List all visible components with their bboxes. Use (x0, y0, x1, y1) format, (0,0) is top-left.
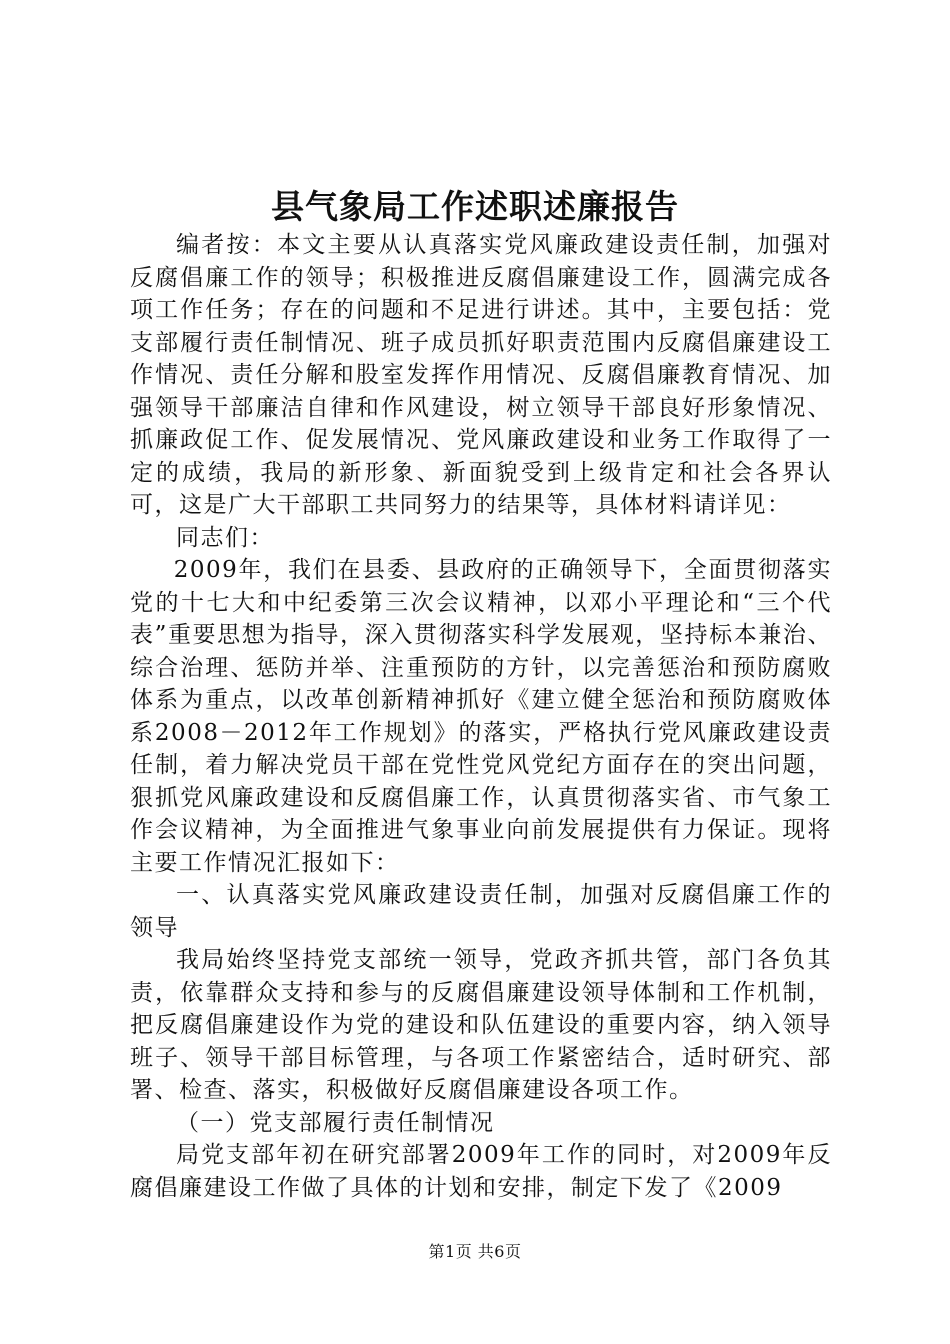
section-1-paragraph: 我局始终坚持党支部统一领导，党政齐抓共管，部门各负其责，依靠群众支持和参与的反腐倡廉建设领导体制和工作机制，把反腐倡廉建设作为党的建设和队伍建设的重要内容，纳入领导班子、领导干部目标管理，与各项工作紧密结合，适时研究、部署、检查、落实，积极做好反腐倡廉建设各项工作。 (130, 947, 832, 1103)
page-footer: 第1页 共6页 (428, 1242, 522, 1261)
subsection-1-paragraph: 局党支部年初在研究部署2009年工作的同时，对2009年反腐倡廉建设工作做了具体的计划和安排，制定下发了《2009 (130, 1142, 832, 1201)
document-body (130, 229, 832, 1204)
intro-paragraph: 2009年，我们在县委、县政府的正确领导下，全面贯彻落实党的十七大和中纪委第三次会议精神，以邓小平理论和“三个代表”重要思想为指导，深入贯彻落实科学发展观，坚持标本兼治、综合治理、惩防并举、注重预防的方针，以完善惩治和预防腐败体系为重点，以改革创新精神抓好《建立健全惩治和预防腐败体系2008－2012年工作规划》的落实，严格执行党风廉政建设责任制，着力解决党员干部在党性党风党纪方面存在的突出问题，狠抓党风廉政建设和反腐倡廉工作，认真贯彻落实省、市气象工作会议精神，为全面推进气象事业向前发展提供有力保证。现将主要工作情况汇报如下： (130, 557, 832, 876)
salutation-paragraph: 同志们： (176, 524, 274, 551)
section-heading-1: 一、认真落实党风廉政建设责任制，加强对反腐倡廉工作的领导 (130, 882, 832, 941)
editor-note-paragraph: 编者按：本文主要从认真落实党风廉政建设责任制，加强对反腐倡廉工作的领导；积极推进反腐倡廉建设工作，圆满完成各项工作任务；存在的问题和不足进行讲述。其中，主要包括：党支部履行责任制情况、班子成员抓好职责范围内反腐倡廉建设工作情况、责任分解和股室发挥作用情况、反腐倡廉教育情况、加强领导干部廉洁自律和作风建设，树立领导干部良好形象情况、抓廉政促工作、促发展情况、党风廉政建设和业务工作取得了一定的成绩，我局的新形象、新面貌受到上级肯定和社会各界认可，这是广大干部职工共同努力的结果等，具体材料请详见： (130, 232, 832, 518)
subsection-heading-1: （一）党支部履行责任制情况 (176, 1109, 495, 1136)
document-title: 县气象局工作述职述廉报告 (271, 187, 679, 226)
